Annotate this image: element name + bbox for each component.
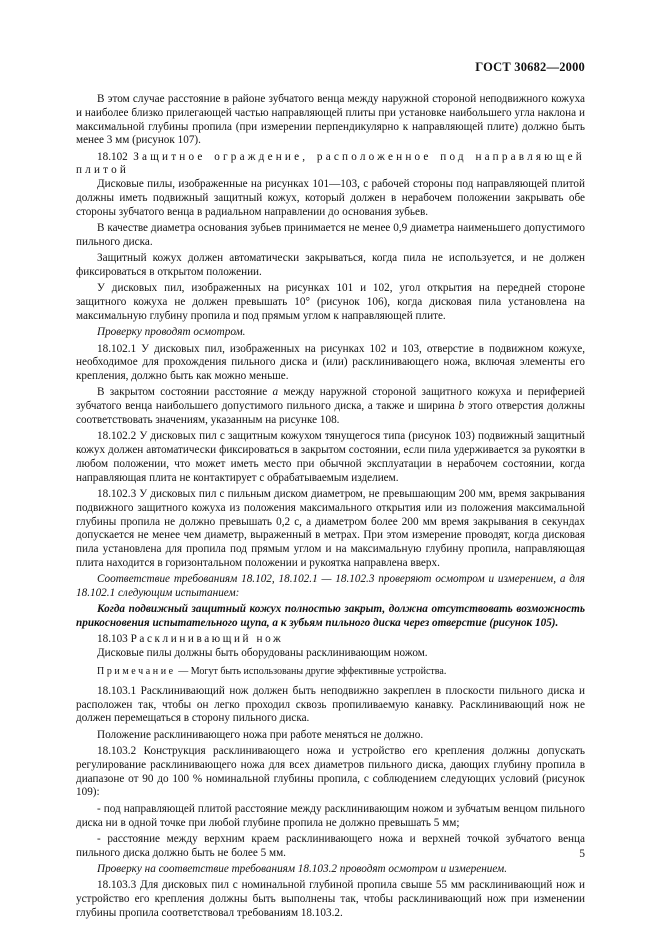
text-run: В закрытом состоянии расстояние [97, 386, 273, 399]
page-number: 5 [579, 848, 585, 860]
text-run: между наружной стороной защитного кожуха и периферией зубчатого венца наибольшего допустимого пильного диска, а также и ширина [76, 386, 585, 413]
paragraph: Дисковые пилы должны быть оборудованы расклинивающим ножом. [97, 647, 428, 660]
section-heading-18-102 [76, 151, 585, 179]
note-text: — Могут быть использованы другие эффективные устройства. [175, 666, 447, 678]
section-heading-18-103 [76, 633, 585, 647]
paragraph: 18.102.1 У дисковых пил, изображенных на рисунках 102 и 103, отверстие в подвижном кожухе, необходимое для прохождения пильного диска и (или) расклинивающего ножа, включая элементы его крепления, должно быть как можно меньше. [76, 342, 585, 383]
paragraph: 18.103.1 Расклинивающий нож должен быть неподвижно закреплен в плоскости пильного диска и расположен так, чтобы он легко проходил сквозь пропиливаемую канавку. Расклинивающий нож не должен перемещаться в сторону пильного диска. [76, 684, 585, 725]
paragraph: В этом случае расстояние в районе зубчатого венца между наружной стороной неподвижного кожуха и наиболее близко прилегающей частью направляющей плиты при установке наибольшего угла наклона и максимальной глубины пропила (при измерении перпендикулярно к направляющей плите) должно быть менее 3 мм (рисунок 107). [76, 93, 585, 147]
paragraph: 18.102.2 У дисковых пил с защитным кожухом тянущегося типа (рисунок 103) подвижный защитный кожух должен автоматически фиксироваться в закрытом состоянии, если пила удерживается за рукоятки в любом положении, что может иметь место при обычной эксплуатации в нерабочем состоянии, когда направляющая плита не контактирует с обрабатываемым изделием. [76, 430, 585, 484]
list-item: - расстояние между верхним краем расклинивающего ножа и верхней точкой зубчатого венца пильного диска должно быть не более 5 мм. [76, 832, 585, 859]
section-title: Защитное ограждение, расположенное под направляющей плитой [76, 150, 585, 177]
paragraph: 18.102.3 У дисковых пил с пильным диском диаметром, не превышающим 200 мм, время закрывания подвижного защитного кожуха из положения максимального открытия или из положения максимальной глубины пропила не должно превышать 0,2 с, а диаметром более 200 мм время закрывания в секундах допускается не менее чем диаметр, выраженный в метрах. При этом измерение проводят, когда дисковая пила установлена для пропила под прямым углом и на максимальную глубину пропила, направляющая плита находится в горизонтальном положении и рукоятка направлена вверх. [76, 488, 585, 569]
paragraph: Защитный кожух должен автоматически закрываться, когда пила не используется, и не должен фиксироваться в открытом положении. [76, 252, 585, 279]
note [76, 665, 585, 679]
note-label: Примечание [97, 666, 176, 678]
test-description: Когда подвижный защитный кожух полностью закрыт, должна отсутствовать возможность прикосновения испытательного щупа, а к зубьям пильного диска через отверстие (рисунок 105). [76, 603, 585, 630]
variable-a: a [272, 386, 279, 399]
paragraph: У дисковых пил, изображенных на рисунках 101 и 102, угол открытия на передней стороне защитного кожуха не должен превышать 10° (рисунок 106), когда дисковая пила установлена на максимальную глубину пропила и под прямым углом к направляющей плите. [76, 282, 585, 322]
section-title: Расклинивающий нож [130, 633, 284, 646]
document-body [76, 93, 585, 923]
check-note: Проверку на соответствие требованиям 18.103.2 проводят осмотром и измерением. [97, 862, 507, 875]
paragraph [76, 386, 585, 427]
paragraph: 18.103.3 Для дисковых пил с номинальной глубиной пропила свыше 55 мм расклинивающий нож и устройство его крепления должны быть выполнены так, чтобы расклинивающий нож при изменении глубины пропила соответствовал требованиям 18.103.2. [76, 879, 585, 919]
section-number: 18.102 [97, 150, 128, 163]
section-number: 18.103 [97, 633, 128, 646]
paragraph: Дисковые пилы, изображенные на рисунках 101—103, с рабочей стороны под направляющей плитой должны иметь подвижный защитный кожух, который должен в нерабочем положении закрывать обе стороны зубчатого венца в радиальном направлении до основания зубьев. [76, 178, 585, 218]
compliance-note: Соответствие требованиям 18.102, 18.102.1 — 18.102.3 проверяют осмотром и измерением, а для 18.102.1 следующим испытанием: [76, 573, 585, 600]
list-item: - под направляющей плитой расстояние между расклинивающим ножом и зубчатым венцом пильного диска ни в одной точке при любой глубине пропила не должно превышать 5 мм; [76, 802, 585, 829]
paragraph: Положение расклинивающего ножа при работе меняться не должно. [97, 728, 424, 741]
standard-header: ГОСТ 30682—2000 [475, 60, 585, 74]
paragraph: 18.103.2 Конструкция расклинивающего ножа и устройство его крепления должны допускать регулирование расклинивающего ножа для всех диаметров пильного диска, дающих глубину пропила в диапазоне от 90 до 100 % номинальной глубины пропила, с соблюдением следующих условий (рисунок 109): [76, 745, 585, 799]
variable-b: b [458, 400, 464, 413]
check-note: Проверку проводят осмотром. [97, 326, 246, 339]
paragraph: В качестве диаметра основания зубьев принимается не менее 0,9 диаметра наименьшего допустимого пильного диска. [76, 222, 585, 248]
text-run: этого отверстия должны соответствовать значениям, указанным на рисунке 108. [76, 400, 586, 427]
